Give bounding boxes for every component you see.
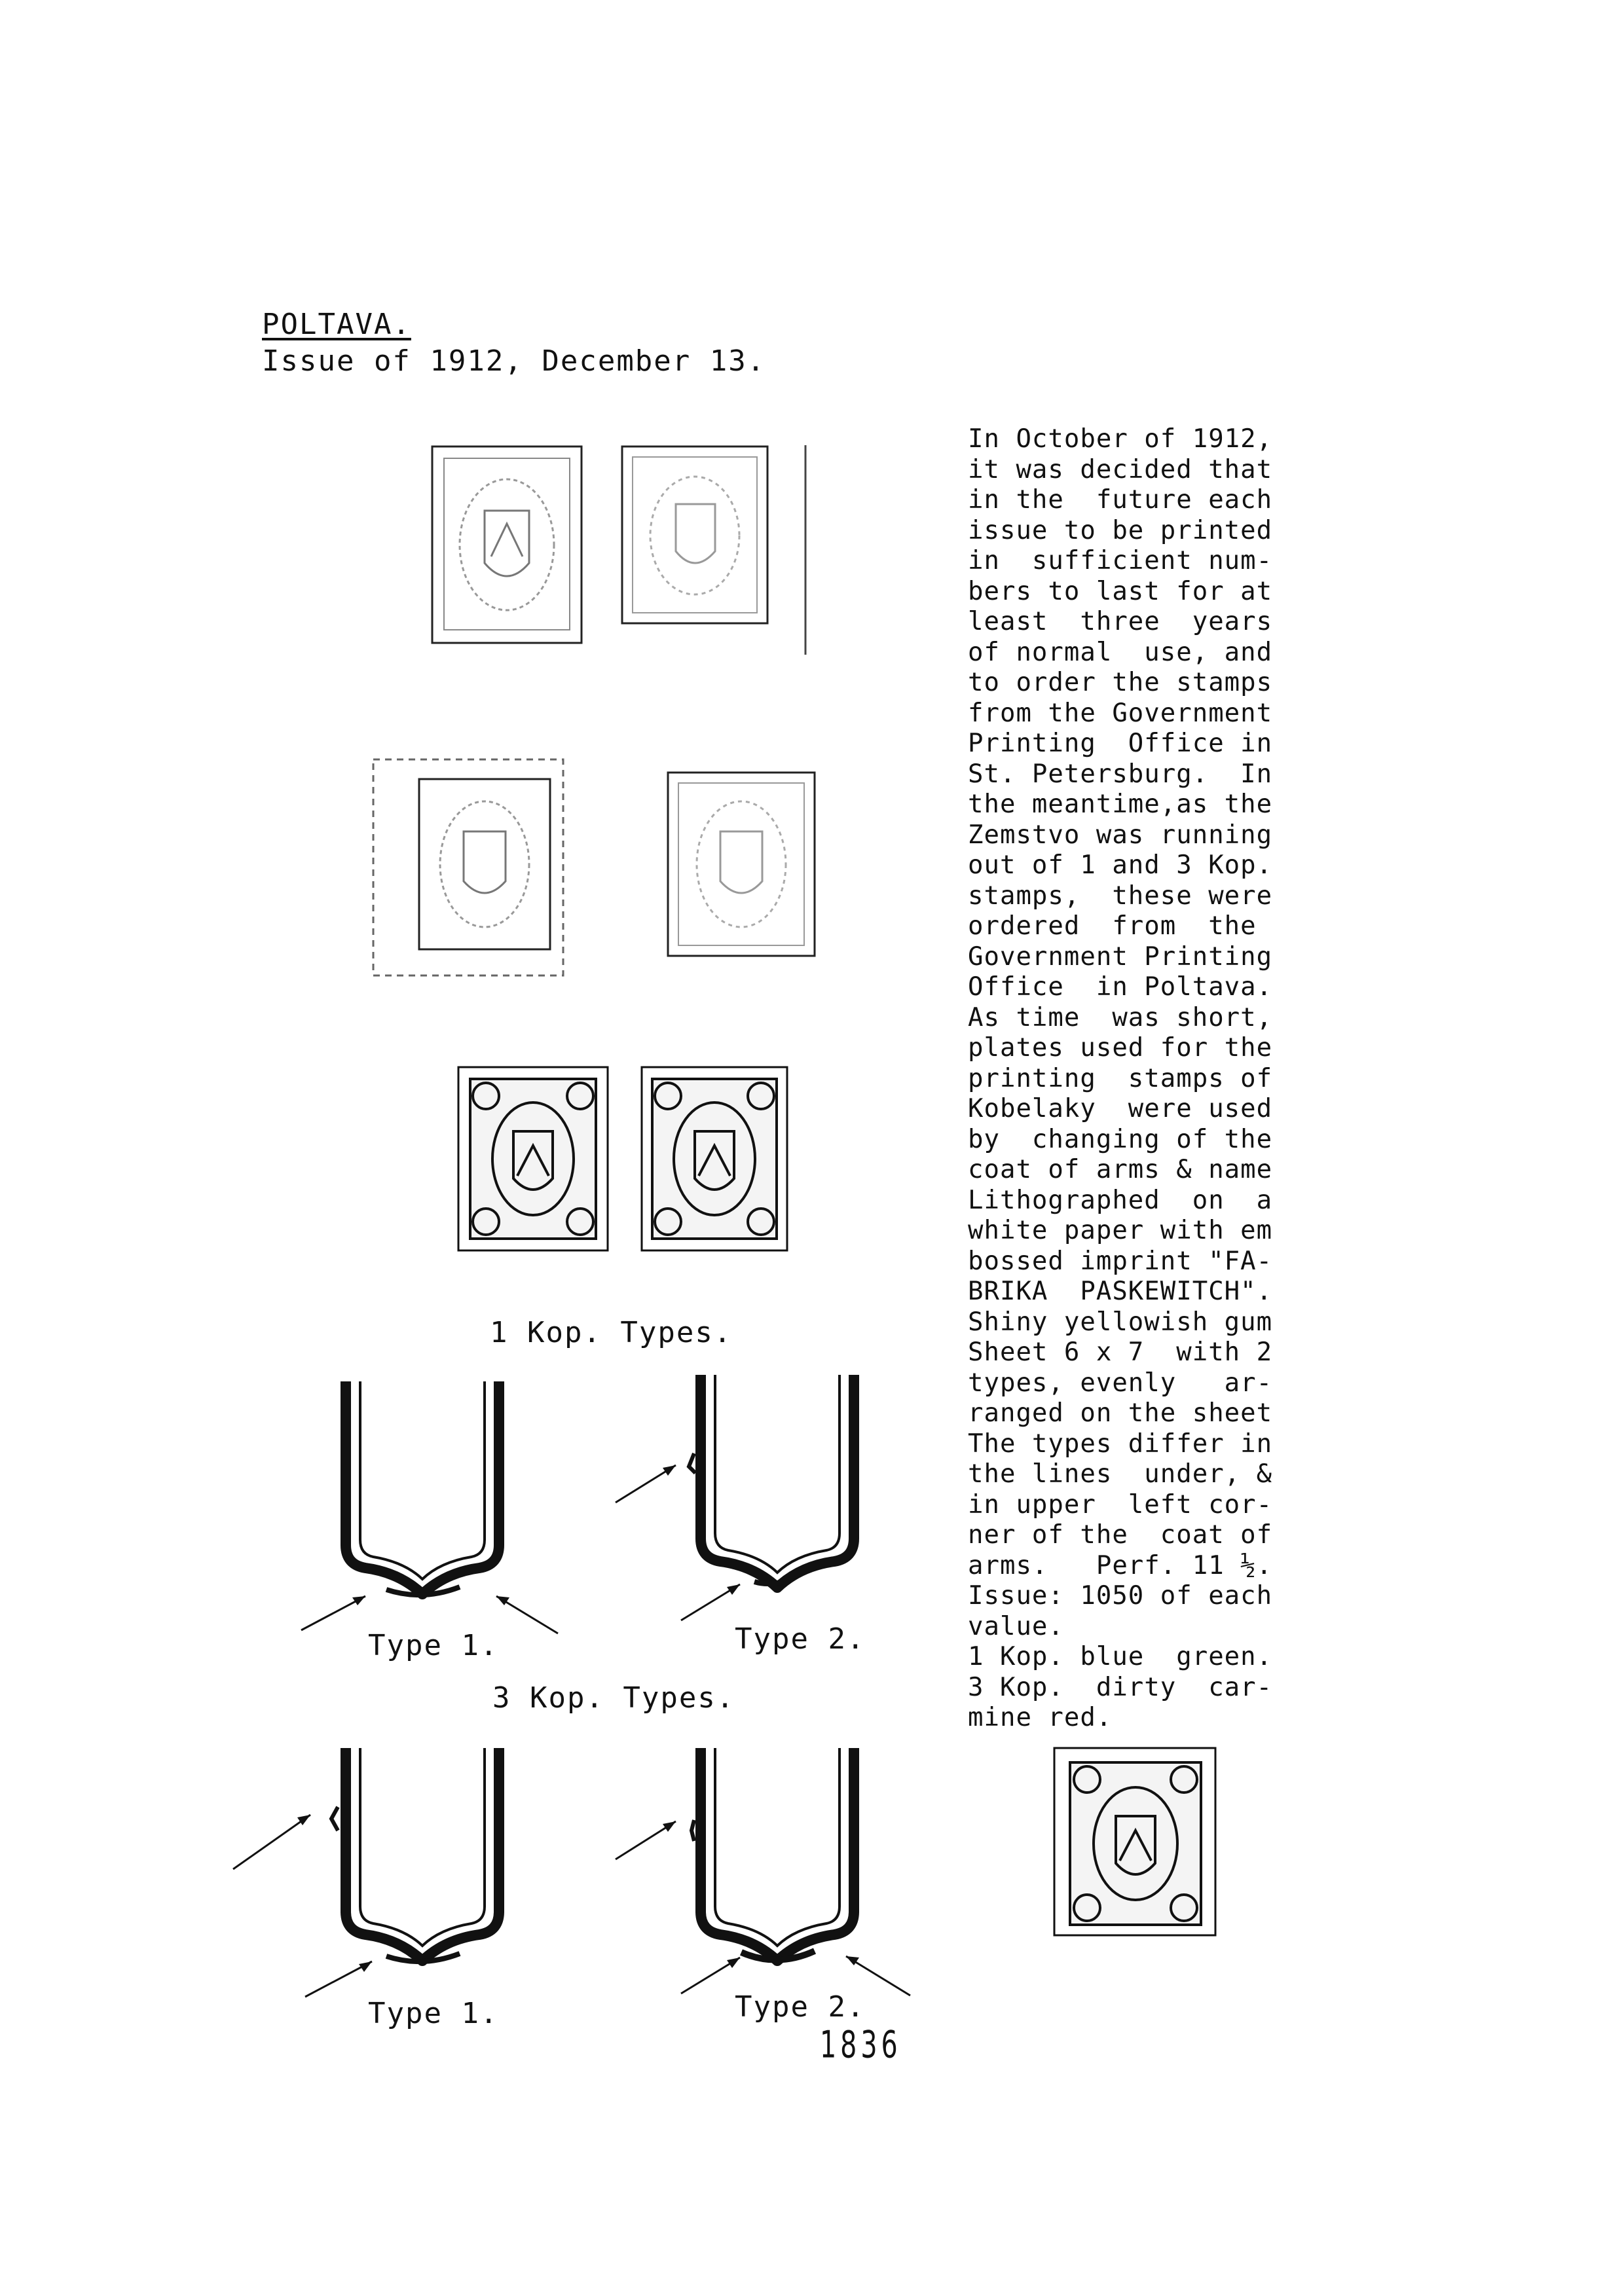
stamp-image-2a xyxy=(373,759,563,975)
caption-3-kop-types: 3 Kop. Types. xyxy=(492,1681,735,1715)
caption-1-kop-type-2: Type 2. xyxy=(735,1622,866,1656)
stamp-pair-2 xyxy=(367,753,851,989)
body-text-line: white paper with em xyxy=(968,1216,1273,1245)
body-text-line: ner of the coat of xyxy=(968,1520,1273,1550)
body-text-line: types, evenly ar- xyxy=(968,1368,1273,1398)
body-text-line: BRIKA PASKEWITCH". xyxy=(968,1277,1273,1306)
arrow-icon xyxy=(233,1815,310,1869)
arrow-icon xyxy=(846,1956,910,1995)
body-text-line: St. Petersburg. In xyxy=(968,759,1273,789)
caption-3-kop-type-1: Type 1. xyxy=(368,1997,499,2030)
body-text-line: stamps, these were xyxy=(968,881,1273,911)
body-text-line: Zemstvo was running xyxy=(968,820,1273,850)
caption-1-kop-type-1: Type 1. xyxy=(368,1629,499,1662)
body-text-line: arms. Perf. 11 ½. xyxy=(968,1550,1273,1580)
body-text-line: bossed imprint "FA- xyxy=(968,1246,1273,1276)
body-text-line: of normal use, and xyxy=(968,637,1273,667)
body-text-line: coat of arms & name xyxy=(968,1155,1273,1184)
arrow-icon xyxy=(305,1961,372,1997)
arrow-icon xyxy=(681,1958,740,1994)
body-text-line: to order the stamps xyxy=(968,668,1273,697)
heading-title: POLTAVA. xyxy=(262,308,411,341)
body-text-line: in the future each xyxy=(968,485,1273,515)
arrow-icon xyxy=(301,1596,365,1630)
body-text-line: bers to last for at xyxy=(968,576,1273,606)
stamp-image-single xyxy=(1048,1741,1231,1944)
diagram-1-kop-type-2 xyxy=(602,1362,891,1637)
diagram-1-kop-type-1 xyxy=(288,1368,563,1643)
body-text-line: out of 1 and 3 Kop. xyxy=(968,850,1273,880)
caption-3-kop-type-2: Type 2. xyxy=(735,1990,866,2024)
caption-1-kop-types: 1 Kop. Types. xyxy=(490,1316,733,1349)
arrow-icon xyxy=(681,1584,740,1620)
body-text-line: The types differ in xyxy=(968,1429,1273,1459)
body-text-line: it was decided that xyxy=(968,454,1273,484)
page-number: 1836 xyxy=(820,2023,902,2067)
body-text-line: issue to be printed xyxy=(968,515,1273,545)
arrow-icon xyxy=(616,1465,676,1503)
body-text-line: 3 Kop. dirty car- xyxy=(968,1672,1273,1702)
body-text-line: in sufficient num- xyxy=(968,546,1273,575)
body-text-line: value. xyxy=(968,1611,1064,1641)
body-text-line: ranged on the sheet xyxy=(968,1398,1273,1428)
body-text-line: Issue: 1050 of each xyxy=(968,1581,1273,1611)
body-text-line: ordered from the xyxy=(968,911,1273,941)
body-text-line: Sheet 6 x 7 with 2 xyxy=(968,1338,1273,1367)
stamp-image-3b xyxy=(642,1067,787,1250)
body-text-line: Lithographed on a xyxy=(968,1185,1273,1215)
body-text-line: Kobelaky were used xyxy=(968,1094,1273,1123)
body-text-line: least three years xyxy=(968,607,1273,636)
diagram-3-kop-type-1 xyxy=(223,1735,563,2010)
arrow-icon xyxy=(616,1821,676,1859)
body-text-line: As time was short, xyxy=(968,1002,1273,1032)
stamp-image-1b xyxy=(622,445,805,655)
body-text-line: mine red. xyxy=(968,1703,1113,1732)
diagram-3-kop-type-2 xyxy=(602,1735,917,2010)
body-text-line: from the Government xyxy=(968,698,1273,728)
arrow-icon xyxy=(496,1596,558,1633)
page-heading xyxy=(262,306,766,380)
body-text xyxy=(968,424,1335,1734)
body-text-line: Printing Office in xyxy=(968,729,1273,758)
body-text-line: In October of 1912, xyxy=(968,424,1273,454)
stamp-image-2b xyxy=(668,773,815,956)
body-text-line: plates used for the xyxy=(968,1033,1273,1063)
body-text-line: 1 Kop. blue green. xyxy=(968,1642,1273,1671)
body-text-line: Office in Poltava. xyxy=(968,972,1273,1002)
body-text-line: the meantime,as the xyxy=(968,790,1273,819)
stamp-pair-3 xyxy=(452,1061,819,1257)
body-text-line: printing stamps of xyxy=(968,1063,1273,1093)
body-text-line: Government Printing xyxy=(968,941,1273,972)
body-text-line: Shiny yellowish gum xyxy=(968,1307,1273,1337)
body-text-line: the lines under, & xyxy=(968,1459,1273,1489)
heading-subtitle: Issue of 1912, December 13. xyxy=(262,344,766,378)
stamp-pair-1 xyxy=(419,432,825,668)
stamp-image-1a xyxy=(432,446,581,643)
body-text-line: by changing of the xyxy=(968,1124,1273,1154)
body-text-line: in upper left cor- xyxy=(968,1489,1273,1520)
stamp-image-3a xyxy=(458,1067,608,1250)
